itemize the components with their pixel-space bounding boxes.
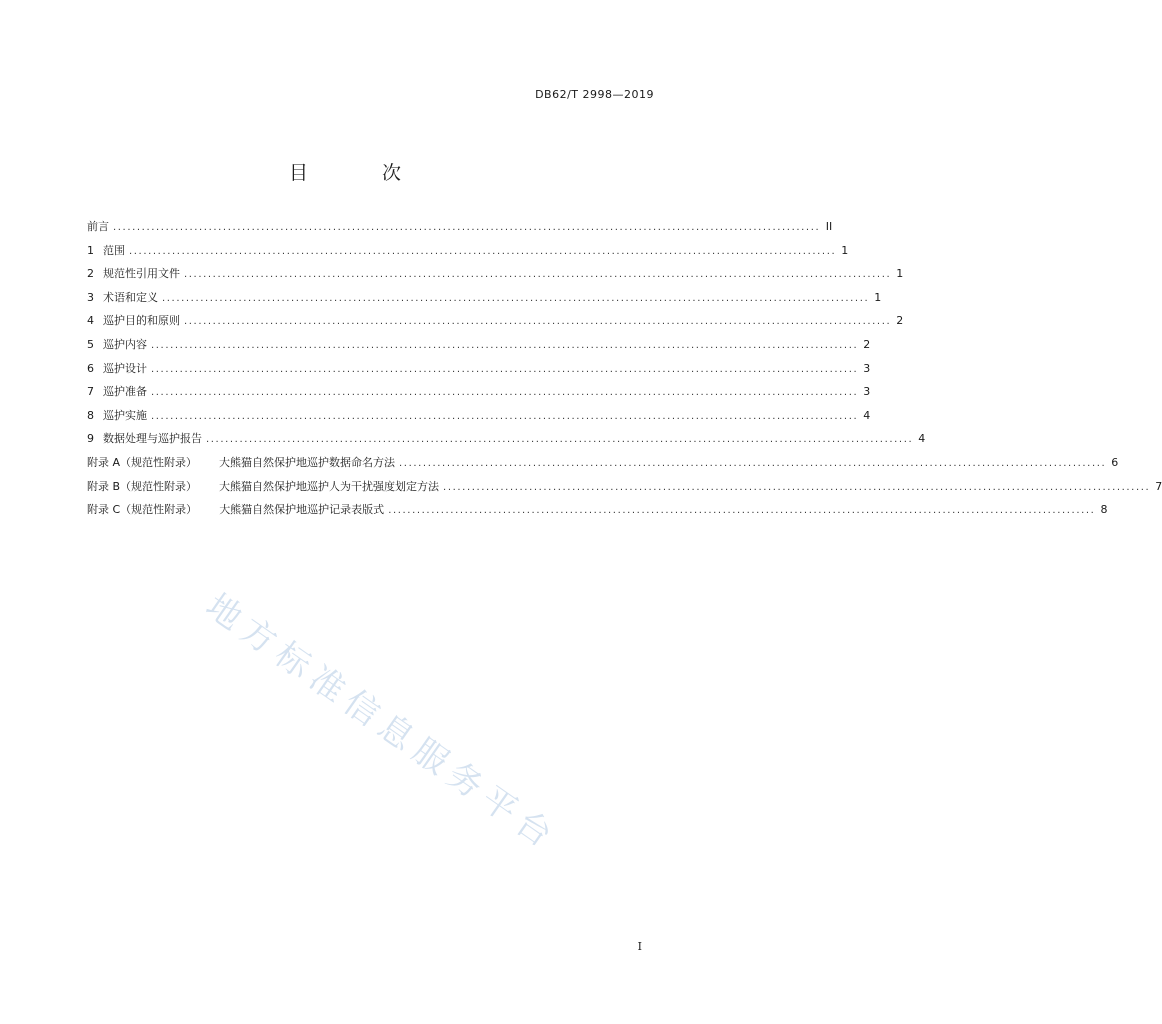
- toc-entry-2[interactable]: [87, 265, 904, 289]
- toc-entry-page: 8: [1100, 503, 1108, 517]
- toc-entry-1[interactable]: [87, 242, 849, 266]
- table-of-contents: [87, 218, 1162, 525]
- toc-entry-page: 4: [863, 408, 871, 422]
- toc-leader-dots: ....................................................................................................................................................: [443, 481, 1151, 493]
- toc-entry-number: 2: [87, 267, 94, 281]
- toc-entry-9[interactable]: [87, 430, 926, 454]
- toc-leader-dots: ....................................................................................................................................................: [399, 457, 1107, 469]
- toc-entry-label: 巡护实施: [103, 408, 147, 422]
- appendix-heading: 附录 B（规范性附录）: [87, 479, 198, 493]
- appendix-heading: 附录 C（规范性附录）: [87, 503, 198, 517]
- toc-entry-page: 1: [896, 267, 904, 281]
- toc-entry-6[interactable]: [87, 360, 871, 384]
- toc-entry-8[interactable]: [87, 407, 871, 431]
- toc-entry-page: II: [825, 220, 833, 233]
- toc-entry-number: 6: [87, 361, 94, 375]
- toc-entry-page: 2: [896, 314, 904, 328]
- toc-entry-label: 巡护内容: [103, 337, 147, 351]
- toc-entry-number: 3: [87, 290, 94, 304]
- toc-entry-page: 2: [863, 337, 871, 351]
- toc-appendix-c[interactable]: [87, 501, 1108, 525]
- toc-leader-dots: ....................................................................................................................................................: [151, 387, 859, 399]
- toc-entry-number: 8: [87, 408, 94, 422]
- toc-leader-dots: ....................................................................................................................................................: [151, 410, 859, 422]
- toc-leader-dots: ....................................................................................................................................................: [113, 222, 821, 233]
- toc-entry-label: 范围: [103, 243, 125, 257]
- toc-entry-page: 3: [863, 385, 871, 399]
- toc-entry-label: 规范性引用文件: [103, 267, 180, 281]
- toc-entry-number: 9: [87, 432, 94, 446]
- toc-entry-page: 6: [1111, 455, 1119, 469]
- page-number: I: [637, 940, 642, 953]
- toc-entry-number: 4: [87, 314, 94, 328]
- toc-leader-dots: ....................................................................................................................................................: [388, 505, 1096, 517]
- toc-leader-dots: ....................................................................................................................................................: [129, 245, 837, 257]
- toc-leader-dots: ....................................................................................................................................................: [151, 339, 859, 351]
- toc-entry-number: 1: [87, 243, 94, 257]
- toc-entry-page: 7: [1155, 479, 1162, 493]
- toc-appendix-a[interactable]: [87, 454, 1119, 478]
- appendix-heading: 附录 A（规范性附录）: [87, 455, 198, 469]
- toc-entry-label: 数据处理与巡护报告: [103, 432, 202, 446]
- toc-entry-4[interactable]: [87, 312, 904, 336]
- toc-entry-3[interactable]: [87, 289, 882, 313]
- toc-appendix-b[interactable]: [87, 478, 1162, 502]
- toc-entry-7[interactable]: [87, 383, 871, 407]
- toc-entry-page: 4: [918, 432, 926, 446]
- toc-entry-page: 1: [874, 290, 882, 304]
- toc-leader-dots: ....................................................................................................................................................: [206, 434, 914, 446]
- toc-entry-label: 前言: [87, 220, 109, 233]
- toc-leader-dots: ....................................................................................................................................................: [184, 316, 892, 328]
- toc-entry-label: 巡护目的和原则: [103, 314, 180, 328]
- toc-entry-label: 术语和定义: [103, 290, 158, 304]
- appendix-title: 大熊猫自然保护地巡护数据命名方法: [219, 455, 396, 469]
- page-title: 目 次: [288, 162, 436, 184]
- toc-entry-page: 3: [863, 361, 871, 375]
- toc-leader-dots: ....................................................................................................................................................: [151, 363, 859, 375]
- toc-entry-page: 1: [841, 243, 849, 257]
- standard-code: DB62/T 2998—2019: [535, 88, 654, 101]
- toc-entry-5[interactable]: [87, 336, 871, 360]
- toc-entry-number: 7: [87, 385, 94, 399]
- watermark-text: 地方标准信息服务平台: [198, 586, 566, 860]
- toc-entry-foreword[interactable]: [87, 218, 833, 242]
- appendix-title: 大熊猫自然保护地巡护记录表版式: [219, 503, 385, 517]
- toc-leader-dots: ....................................................................................................................................................: [162, 292, 870, 304]
- toc-entry-label: 巡护设计: [103, 361, 147, 375]
- toc-leader-dots: ....................................................................................................................................................: [184, 269, 892, 281]
- toc-entry-number: 5: [87, 337, 94, 351]
- appendix-title: 大熊猫自然保护地巡护人为干扰强度划定方法: [219, 479, 440, 493]
- toc-entry-label: 巡护准备: [103, 385, 147, 399]
